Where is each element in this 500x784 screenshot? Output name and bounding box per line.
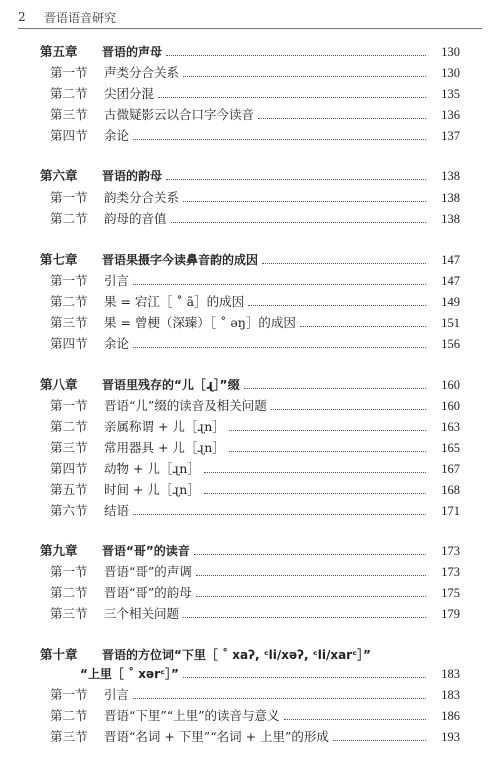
- toc-label: 第一节: [50, 190, 88, 205]
- dot-leader: [183, 607, 426, 618]
- header-page-number: 2: [18, 10, 26, 24]
- toc-label: 第六节: [50, 503, 88, 518]
- toc-page-number: 151: [441, 316, 460, 330]
- dot-leader: [133, 504, 426, 515]
- dot-leader: [133, 688, 426, 699]
- toc-page-number: 183: [441, 688, 460, 702]
- dot-leader: [171, 212, 426, 223]
- toc-label: 第十章: [40, 647, 78, 662]
- toc-page-number: 168: [441, 483, 460, 497]
- toc-title: 韵母的音值: [104, 211, 167, 226]
- toc-title: 三个相关问题: [104, 606, 180, 621]
- toc-page-number: 156: [441, 337, 460, 351]
- dot-leader: [194, 544, 426, 555]
- toc-section-entry: [0, 126, 500, 146]
- toc-label: 第一节: [50, 564, 88, 579]
- toc-page-number: 175: [441, 586, 460, 600]
- toc-page-number: 186: [441, 709, 460, 723]
- toc-label: 第四节: [50, 128, 88, 143]
- toc-chapter-entry: [0, 645, 500, 665]
- toc-label: 第三节: [50, 729, 88, 744]
- dot-leader: [183, 191, 426, 202]
- toc-title: 晋语的声母: [102, 45, 163, 59]
- toc-title: 晋语里残存的“儿［ɻ］”缀: [102, 378, 240, 392]
- toc-page-number: 149: [441, 295, 460, 309]
- toc-title: 引言: [104, 273, 130, 288]
- toc-label: 第四节: [50, 336, 88, 351]
- toc-section-entry: [0, 562, 500, 582]
- toc-chapter-entry: [0, 42, 500, 62]
- dot-leader: [133, 274, 426, 285]
- toc-section-entry: [0, 271, 500, 291]
- toc-page-number: 171: [441, 504, 460, 518]
- header-book-title: 晋语语音研究: [44, 10, 117, 25]
- toc-title: 结语: [104, 503, 130, 518]
- toc-chapter-continuation: [0, 664, 500, 684]
- toc-label: 第一节: [50, 398, 88, 413]
- dot-leader: [262, 253, 426, 264]
- toc-section-entry: [0, 334, 500, 354]
- dot-leader: [284, 709, 426, 720]
- toc-label: 第三节: [50, 315, 88, 330]
- dot-leader: [204, 483, 426, 494]
- toc-page-number: 137: [441, 129, 460, 143]
- toc-label: 第三节: [50, 606, 88, 621]
- toc-title: 古微疑影云以合口字今读音: [104, 107, 255, 122]
- toc-title: 声类分合关系: [104, 65, 180, 80]
- toc-label: 第三节: [50, 440, 88, 455]
- toc-title: 晋语“哥”的读音: [102, 544, 190, 558]
- toc-page-number: 135: [441, 87, 460, 101]
- toc-title: 动物 + 儿［ɻn］: [104, 461, 200, 476]
- toc-label: 第二节: [50, 294, 88, 309]
- toc-title: 果 = 宕江［ ˚ ã］的成因: [104, 294, 245, 309]
- dot-leader: [183, 66, 426, 77]
- toc-page-number: 163: [441, 420, 460, 434]
- toc-label: 第四节: [50, 461, 88, 476]
- toc-chapter-entry: [0, 375, 500, 395]
- toc-label: 第五章: [40, 44, 78, 59]
- toc-title: 时间 + 儿［ɻn］: [104, 482, 200, 497]
- toc-page-number: 147: [441, 274, 460, 288]
- toc-page-number: 173: [441, 565, 460, 579]
- toc-title: 尖团分混: [104, 86, 155, 101]
- toc-label: 第一节: [50, 65, 88, 80]
- toc-page-number: 173: [441, 544, 460, 558]
- toc-title: 晋语“下里”“上里”的读音与意义: [104, 708, 280, 723]
- toc-section-entry: [0, 209, 500, 229]
- toc-page-number: 165: [441, 441, 460, 455]
- dot-leader: [166, 169, 426, 180]
- toc-label: 第一节: [50, 687, 88, 702]
- dot-leader: [183, 667, 426, 678]
- dot-leader: [133, 129, 426, 140]
- toc-title: 晋语的韵母: [102, 169, 163, 183]
- toc-label: 第二节: [50, 585, 88, 600]
- toc-label: 第五节: [50, 482, 88, 497]
- toc-title: “上里［ ˚ xərᶜ］”: [80, 667, 179, 681]
- toc-page-number: 167: [441, 462, 460, 476]
- toc-section-entry: [0, 480, 500, 500]
- toc-label: 第九章: [40, 543, 78, 558]
- toc-title: 常用器具 + 儿［ɻn］: [104, 440, 225, 455]
- toc-page-number: 130: [441, 66, 460, 80]
- dot-leader: [158, 87, 426, 98]
- dot-leader: [196, 565, 426, 576]
- toc-section-entry: [0, 105, 500, 125]
- dot-leader: [204, 462, 426, 473]
- toc-section-entry: [0, 501, 500, 521]
- dot-leader: [248, 295, 426, 306]
- toc-section-entry: [0, 313, 500, 333]
- toc-title: 晋语“名词 + 下里”“名词 + 上里”的形成: [104, 729, 329, 744]
- dot-leader: [300, 316, 426, 327]
- toc-chapter-entry: [0, 166, 500, 186]
- toc-title: 果 = 曾梗（深臻）［ ˚ əŋ］的成因: [104, 315, 296, 330]
- toc-page-number: 138: [441, 169, 460, 183]
- toc-title: 晋语果摄字今读鼻音韵的成因: [102, 253, 259, 267]
- toc-section-entry: [0, 417, 500, 437]
- dot-leader: [133, 337, 426, 348]
- dot-leader: [244, 378, 426, 389]
- toc-section-entry: [0, 438, 500, 458]
- toc-label: 第二节: [50, 419, 88, 434]
- toc-label: 第六章: [40, 168, 78, 183]
- toc-label: 第八章: [40, 377, 78, 392]
- dot-leader: [196, 586, 426, 597]
- dot-leader: [166, 45, 426, 56]
- toc-label: 第二节: [50, 86, 88, 101]
- toc-label: 第三节: [50, 107, 88, 122]
- dot-leader: [229, 420, 426, 431]
- toc-page-number: 179: [441, 607, 460, 621]
- toc-page-number: 160: [441, 378, 460, 392]
- toc-title: 引言: [104, 687, 130, 702]
- toc-title: 晋语“哥”的韵母: [104, 585, 192, 600]
- toc-section-entry: [0, 292, 500, 312]
- toc-title: 韵类分合关系: [104, 190, 180, 205]
- dot-leader: [258, 108, 426, 119]
- toc-label: 第一节: [50, 273, 88, 288]
- toc-label: 第二节: [50, 211, 88, 226]
- toc-title: 亲属称谓 + 儿［ɻn］: [104, 419, 225, 434]
- toc-section-entry: [0, 706, 500, 726]
- toc-section-entry: [0, 459, 500, 479]
- toc-label: 第七章: [40, 252, 78, 267]
- toc-section-entry: [0, 727, 500, 747]
- toc-chapter-entry: [0, 250, 500, 270]
- toc-page-number: 130: [441, 45, 460, 59]
- toc-page-number: 193: [441, 730, 460, 744]
- toc-label: 第二节: [50, 708, 88, 723]
- toc-section-entry: [0, 188, 500, 208]
- toc-page-number: 147: [441, 253, 460, 267]
- toc-section-entry: [0, 63, 500, 83]
- toc-page-number: 160: [441, 399, 460, 413]
- dot-leader: [229, 441, 426, 452]
- toc-title: 晋语“儿”缀的读音及相关问题: [104, 398, 267, 413]
- dot-leader: [333, 730, 426, 741]
- toc-page-number: 136: [441, 108, 460, 122]
- toc-section-entry: [0, 396, 500, 416]
- toc-title: 晋语的方位词“下里［ ˚ xaʔ, ᶜli/xəʔ, ᶜli/xarᶜ］”: [102, 648, 371, 662]
- toc-page-number: 138: [441, 191, 460, 205]
- toc-page-number: 183: [441, 667, 460, 681]
- toc-page-number: 138: [441, 212, 460, 226]
- toc-section-entry: [0, 583, 500, 603]
- toc-chapter-entry: [0, 541, 500, 561]
- toc-section-entry: [0, 604, 500, 624]
- toc-title: 余论: [104, 128, 130, 143]
- dot-leader: [271, 399, 426, 410]
- toc-title: 余论: [104, 336, 130, 351]
- toc-section-entry: [0, 84, 500, 104]
- toc-section-entry: [0, 685, 500, 705]
- toc-title: 晋语“哥”的声调: [104, 564, 192, 579]
